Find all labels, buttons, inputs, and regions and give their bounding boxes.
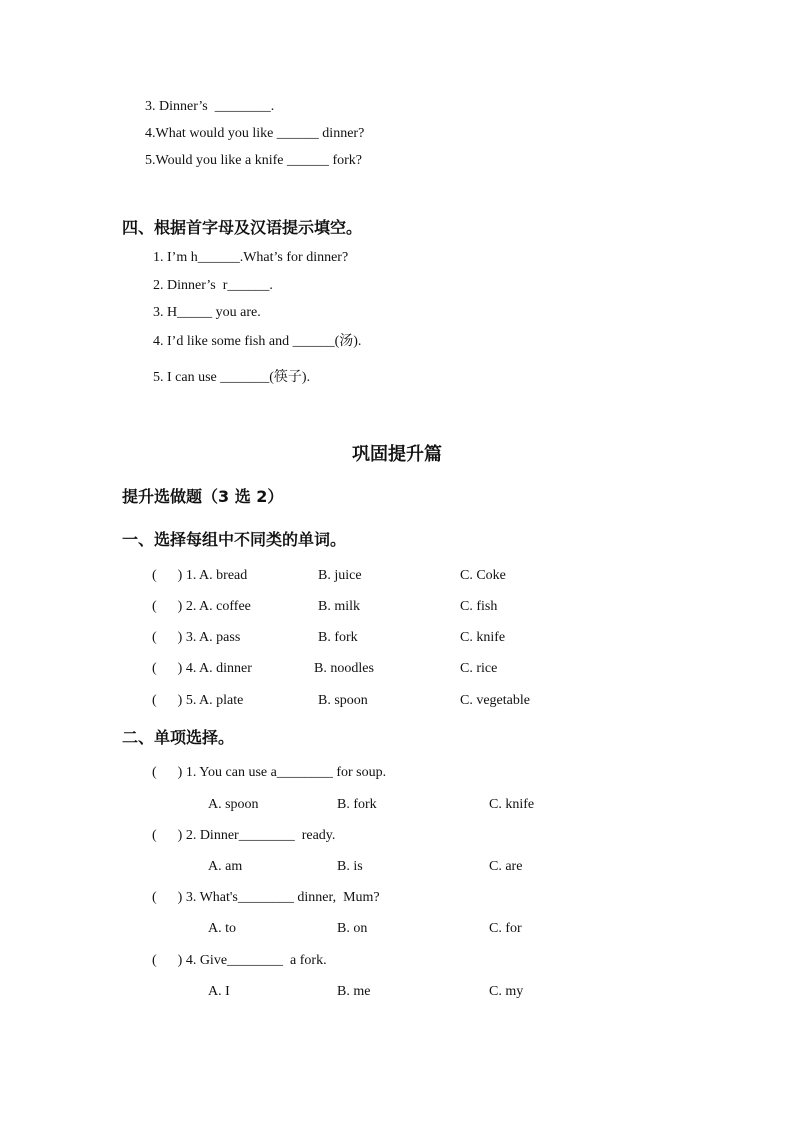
s1-row1-q: ( ) 1. A. bread [152,568,248,583]
section4-item-3: 3. H_____ you are. [153,305,261,320]
s2-q2: ( ) 2. Dinner________ ready. [152,828,336,843]
s1-row3-c: C. knife [460,630,506,645]
section4-item-4: 4. I’d like some fish and ______(汤). [153,334,362,349]
s2-q4-a: A. I [208,984,230,999]
s1-row5-b: B. spoon [318,693,368,708]
s1-row5-c: C. vegetable [460,693,530,708]
s2-q4: ( ) 4. Give________ a fork. [152,953,327,968]
s2-q3: ( ) 3. What's________ dinner, Mum? [152,890,380,905]
s1-row4-c: C. rice [460,661,498,676]
s1-row3-b: B. fork [318,630,358,645]
section4-item-5: 5. I can use _______(筷子). [153,370,311,385]
s1-row1-b: B. juice [318,568,362,583]
section4-item-2: 2. Dinner’s r______. [153,278,273,293]
s2-q4-c: C. my [489,984,524,999]
section2-heading: 二、单项选择。 [122,728,235,747]
part-title: 巩固提升篇 [352,444,442,465]
section4-item-1: 1. I’m h______.What’s for dinner? [153,250,349,265]
s2-q2-a: A. am [208,859,243,874]
s2-q3-a: A. to [208,921,236,936]
s1-row3-q: ( ) 3. A. pass [152,630,241,645]
s2-q1-a: A. spoon [208,797,259,812]
s2-q2-b: B. is [337,859,363,874]
s1-row5-q: ( ) 5. A. plate [152,693,244,708]
s2-q1-c: C. knife [489,797,535,812]
choose-title: 提升选做题（3 选 2） [122,487,284,506]
s2-q3-c: C. for [489,921,522,936]
s2-q4-b: B. me [337,984,371,999]
s1-row4-b: B. noodles [314,661,374,676]
section1-heading: 一、选择每组中不同类的单词。 [122,530,347,549]
s2-q1-b: B. fork [337,797,377,812]
top-item-4: 4.What would you like ______ dinner? [145,126,365,141]
s2-q3-b: B. on [337,921,368,936]
s2-q1: ( ) 1. You can use a________ for soup. [152,765,387,780]
s2-q2-c: C. are [489,859,523,874]
top-item-3: 3. Dinner’s ________. [145,99,275,114]
s1-row2-q: ( ) 2. A. coffee [152,599,251,614]
s1-row2-b: B. milk [318,599,361,614]
section4-heading: 四、根据首字母及汉语提示填空。 [122,218,363,237]
s1-row1-c: C. Coke [460,568,506,583]
s1-row4-q: ( ) 4. A. dinner [152,661,252,676]
top-item-5: 5.Would you like a knife ______ fork? [145,153,362,168]
s1-row2-c: C. fish [460,599,498,614]
